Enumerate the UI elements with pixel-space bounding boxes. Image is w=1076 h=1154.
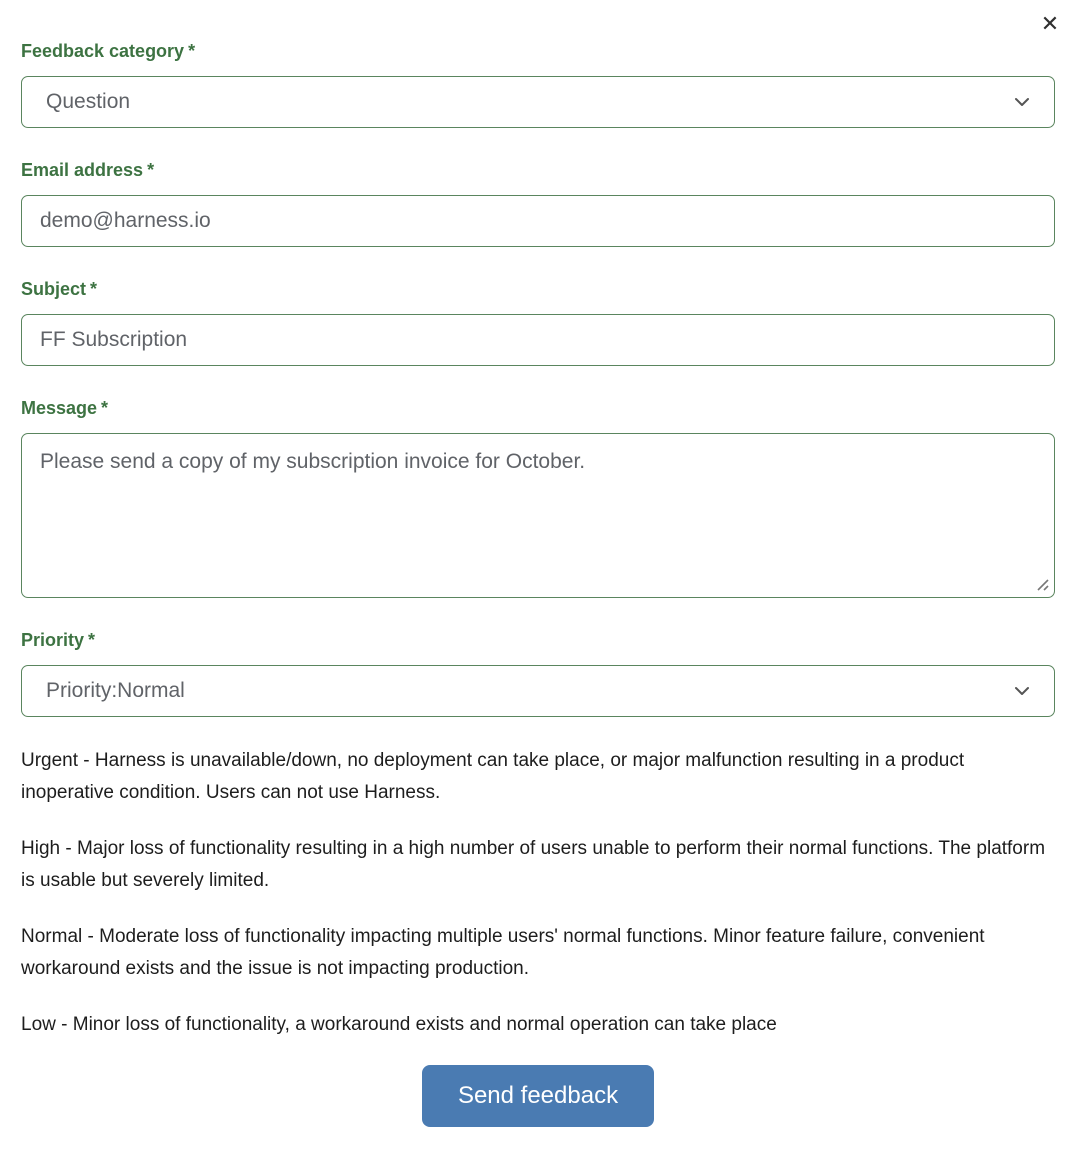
priority-help-low: Low - Minor loss of functionality, a workaround exists and normal operation can take place <box>21 1014 777 1035</box>
subject-field[interactable] <box>21 314 1055 366</box>
priority-label-text: Priority <box>21 630 85 650</box>
message-required-asterisk: * <box>101 398 109 418</box>
close-icon[interactable]: ✕ <box>1034 8 1066 40</box>
chevron-down-icon <box>1012 681 1032 701</box>
priority-help-urgent: Urgent - Harness is unavailable/down, no deployment can take place, or major malfunction resulting in a product inoperative condition. Users can not use Harness. <box>21 750 965 803</box>
subject-required-asterisk: * <box>90 279 98 299</box>
subject-label-text: Subject <box>21 279 87 299</box>
email-required-asterisk: * <box>147 160 155 180</box>
message-field[interactable] <box>21 433 1055 598</box>
resize-handle-icon[interactable] <box>1035 577 1051 593</box>
priority-required-asterisk: * <box>88 630 96 650</box>
message-label <box>21 398 1055 419</box>
priority-help-normal: Normal - Moderate loss of functionality impacting multiple users' normal functions. Minor feature failure, convenient workaround exists and the issue is not impacting production. <box>21 926 985 979</box>
message-textarea-wrap <box>21 433 1055 598</box>
category-select-value: Question <box>46 90 131 113</box>
category-required-asterisk: * <box>188 41 196 61</box>
email-field[interactable] <box>21 195 1055 247</box>
field-group-message <box>21 398 1055 598</box>
email-label <box>21 160 1055 181</box>
priority-select-value: Priority:Normal <box>46 679 185 702</box>
field-group-category <box>21 41 1055 128</box>
field-group-subject <box>21 279 1055 366</box>
priority-help-high: High - Major loss of functionality resulting in a high number of users unable to perform their normal functions. The platform is usable but severely limited. <box>21 838 1046 891</box>
priority-label <box>21 630 1055 651</box>
field-group-priority <box>21 630 1055 717</box>
message-label-text: Message <box>21 398 98 418</box>
email-label-text: Email address <box>21 160 144 180</box>
category-label <box>21 41 1055 62</box>
send-feedback-button[interactable]: Send feedback <box>422 1065 654 1127</box>
priority-select[interactable] <box>21 665 1055 717</box>
category-select[interactable] <box>21 76 1055 128</box>
category-label-text: Feedback category <box>21 41 185 61</box>
field-group-email <box>21 160 1055 247</box>
subject-label <box>21 279 1055 300</box>
chevron-down-icon <box>1012 92 1032 112</box>
